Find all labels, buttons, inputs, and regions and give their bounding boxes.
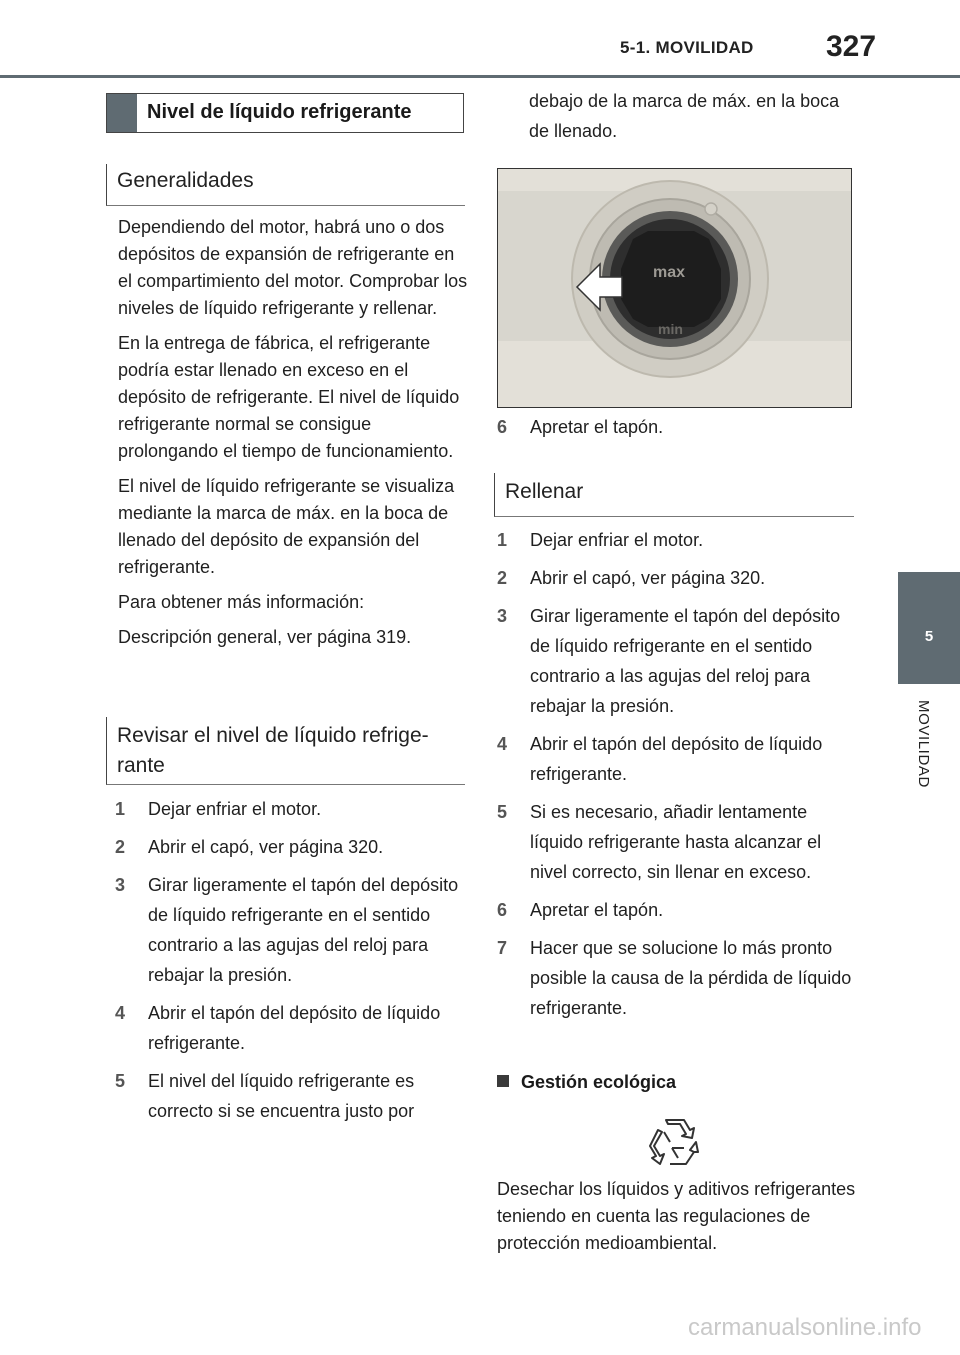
list-item bbox=[497, 729, 855, 789]
max-mark: max bbox=[653, 264, 686, 281]
rellenar-steps bbox=[497, 525, 855, 1031]
paragraph: Dependiendo del motor, habrá uno o dos depósitos de expansión de refrigerante en el compartimiento del motor. Comprobar los niveles de líquido refrigerante y rellenar. bbox=[118, 217, 468, 318]
page-number: 327 bbox=[826, 30, 877, 63]
step-text: Dejar enfriar el motor. bbox=[148, 799, 322, 819]
step-text: Dejar enfriar el motor. bbox=[530, 530, 704, 550]
step-number: 3 bbox=[497, 606, 508, 626]
chapter-number: 5 bbox=[924, 628, 934, 645]
step-number: 6 bbox=[497, 900, 508, 920]
watermark: carmanualsonline.info bbox=[688, 1314, 922, 1341]
step-number: 3 bbox=[115, 875, 126, 895]
step-number: 5 bbox=[497, 802, 508, 822]
section-heading-box bbox=[106, 93, 464, 133]
revisar-step-6 bbox=[497, 412, 852, 450]
subheading-rellenar: Rellenar bbox=[494, 473, 854, 517]
list-item bbox=[115, 1066, 465, 1126]
step-number: 1 bbox=[497, 530, 508, 550]
list-item bbox=[497, 601, 855, 721]
step-text: Girar ligeramente el tapón del depósito de líquido refrigerante en el sentido contrario a las agujas del reloj para rebajar la presión. bbox=[148, 875, 459, 985]
step-text: Girar ligeramente el tapón del depósito de líquido refrigerante en el sentido contrario a las agujas del reloj para rebajar la presión. bbox=[530, 606, 841, 716]
step-text: Apretar el tapón. bbox=[530, 417, 664, 437]
paragraph: Descripción general, ver página 319. bbox=[118, 627, 412, 647]
section-heading: Nivel de líquido refrigerante bbox=[147, 101, 412, 123]
step-number: 5 bbox=[115, 1071, 126, 1091]
step-text: Abrir el capó, ver página 320. bbox=[530, 568, 766, 588]
step-number: 4 bbox=[497, 734, 508, 754]
recycle-icon bbox=[648, 1118, 700, 1168]
step-text: Si es necesario, añadir lentamente líquido refrigerante hasta alcanzar el nivel correcto, sin llenar en exceso. bbox=[530, 802, 822, 882]
paragraph: Para obtener más información: bbox=[118, 592, 365, 612]
list-item bbox=[115, 794, 465, 824]
step-number: 1 bbox=[115, 799, 126, 819]
paragraph: En la entrega de fábrica, el refrigerante podría estar llenado en exceso en el depósito de refrigerante. El nivel de líquido refrigerante normal se consigue prolongando el tiempo de funcionamiento. bbox=[118, 333, 460, 461]
heading-bar bbox=[107, 94, 137, 132]
section-title: 5-1. MOVILIDAD bbox=[620, 38, 754, 57]
step-text: Abrir el capó, ver página 320. bbox=[148, 837, 384, 857]
list-item bbox=[115, 832, 465, 862]
step-text: El nivel del líquido refrigerante es correcto si se encuentra justo por bbox=[148, 1071, 415, 1121]
step-continuation: debajo de la marca de máx. en la boca de llenado. bbox=[529, 91, 840, 141]
chapter-label: MOVILIDAD bbox=[915, 700, 932, 788]
step-text: Apretar el tapón. bbox=[530, 900, 664, 920]
step-number: 7 bbox=[497, 938, 508, 958]
step-text: Hacer que se solucione lo más pronto posible la causa de la pérdida de líquido refrigerante. bbox=[530, 938, 852, 1018]
list-item bbox=[497, 797, 855, 887]
list-item bbox=[497, 412, 852, 442]
min-mark: min bbox=[658, 321, 683, 337]
step-number: 2 bbox=[497, 568, 508, 588]
coolant-cap-illustration bbox=[498, 169, 852, 408]
step-number: 2 bbox=[115, 837, 126, 857]
list-item bbox=[497, 563, 855, 593]
subheading-generalidades: Generalidades bbox=[106, 164, 465, 206]
step-number: 6 bbox=[497, 417, 508, 437]
eco-text: Desechar los líquidos y aditivos refrigerantes teniendo en cuenta las regulaciones de protección medioambiental. bbox=[497, 1179, 856, 1253]
coolant-cap-figure bbox=[497, 168, 852, 408]
list-item bbox=[497, 895, 855, 925]
list-item bbox=[497, 933, 855, 1023]
generalidades-text bbox=[118, 214, 470, 659]
revisar-steps bbox=[115, 794, 465, 1134]
list-item bbox=[115, 870, 465, 990]
subheading-revisar: Revisar el nivel de líquido refrigerante bbox=[106, 717, 465, 785]
step-text: Abrir el tapón del depósito de líquido refrigerante. bbox=[148, 1003, 441, 1053]
step-number: 4 bbox=[115, 1003, 126, 1023]
eco-heading-text: Gestión ecológica bbox=[521, 1072, 677, 1092]
paragraph: El nivel de líquido refrigerante se visualiza mediante la marca de máx. en la boca de llenado del depósito de expansión del refrigerante. bbox=[118, 476, 455, 577]
header-divider bbox=[0, 75, 960, 78]
bullet-square-icon bbox=[497, 1075, 509, 1087]
step-text: Abrir el tapón del depósito de líquido refrigerante. bbox=[530, 734, 823, 784]
eco-heading bbox=[497, 1072, 676, 1093]
list-item bbox=[497, 525, 855, 555]
list-item bbox=[115, 998, 465, 1058]
